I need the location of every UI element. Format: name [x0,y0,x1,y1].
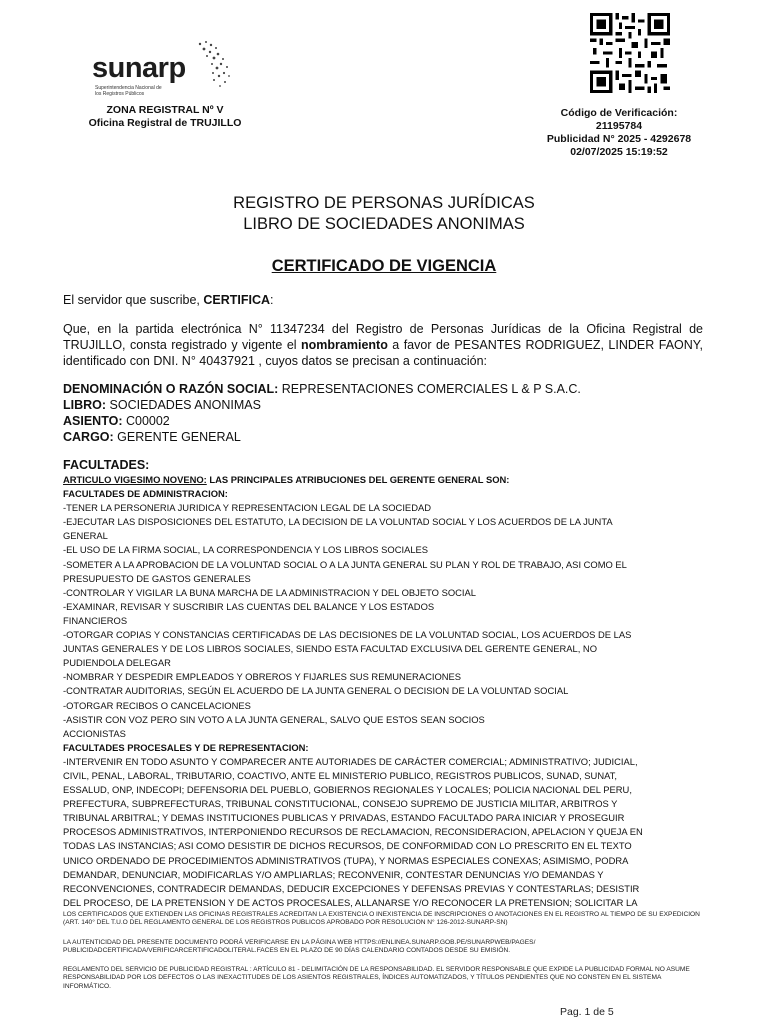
proc-line: -INTERVENIR EN TODO ASUNTO Y COMPARECER ANTE AUTORIADES DE CARÁCTER COMERCIAL; ADMINISTRATIVO; JUDICIAL, [63,755,638,767]
cargo-value: GERENTE GENERAL [113,430,241,444]
issue-datetime: 02/07/2025 15:19:52 [570,146,668,158]
admin-line: -SOMETER A LA APROBACION DE LA VOLUNTAD SOCIAL O A LA JUNTA GENERAL SU PLAN Y ROL DE TRABAJO, ASI COMO EL [63,558,627,570]
articulo-rest: LAS PRINCIPALES ATRIBUCIONES DEL GERENTE GENERAL SON: [206,474,510,485]
zona-registral-block [60,104,270,130]
admin-line: -CONTROLAR Y VIGILAR LA BUNA MARCHA DE LA ADMINISTRACION Y DEL OBJETO SOCIAL [63,586,476,598]
admin-line: PUDIENDOLA DELEGAR [63,657,171,669]
certifica-paragraph [63,292,703,308]
que-text-1: Que, en la partida electrónica N° 11347234 del Registro de Personas Jurídicas de la Oficina Registral de TRUJILLO, consta registrado y vigente el [63,322,703,352]
logo-wordmark: sunarp [92,52,186,84]
proc-line: CIVIL, PENAL, LABORAL, TRIBUTARIO, COACTIVO, ANTE EL MINISTERIO PUBLICO, REGISTROS PUBLICOS, SUNAD, SUNAT, [63,769,617,781]
certifica-suffix: : [270,293,274,307]
admin-line: PRESUPUESTO DE GASTOS GENERALES [63,572,251,584]
legal-note-1: LOS CERTIFICADOS QUE EXTIENDEN LAS OFICINAS REGISTRALES ACREDITAN LA EXISTENCIA O INEXISTENCIA DE INSCRIPCIONES O ANOTACIONES EN EL REGISTRO AL TIEMPO DE SU EXPEDICION (ART. 140° DEL T.U.O DEL REGLAMENTO GENERAL DE LOS REGISTROS PUBLICOS APROBADO POR RESOLUCION N° 126-2012-SUNARP-SN) [63,911,700,927]
articulo-heading: ARTICULO VIGESIMO NOVENO: [63,474,207,485]
admin-line: ACCIONISTAS [63,727,126,739]
proc-line: PREFECTURA, SUBPREFECTURAS, TRIBUNAL CONSTITUCIONAL, CONSEJO SUPREMO DE JUSTICIA MILITAR, ARBITROS Y [63,798,618,810]
que-nombramiento: nombramiento [301,338,388,352]
oficina-label: Oficina Registral de TRUJILLO [88,117,242,129]
legal-note-2: LA AUTENTICIDAD DEL PRESENTE DOCUMENTO PODRÁ VERIFICARSE EN LA PÁGINA WEB HTTPS://ENLINEA.SUNARP.GOB.PE/SUNARPWEB/PAGES/ PUBLICIDADCERTIFICADA/VERIFICARCERTIFICADOLITERAL.FACES EN EL PLAZO DE 90 DÍAS CALENDARIO CONTADOS DESDE SU EMISIÓN. [63,939,536,955]
verification-code: 21195784 [595,120,643,132]
denominacion-value: REPRESENTACIONES COMERCIALES L & P S.A.C. [278,382,581,396]
registry-title: REGISTRO DE PERSONAS JURÍDICAS [233,194,535,212]
asiento-label: ASIENTO: [63,414,123,428]
certifica-word: CERTIFICA [203,293,271,307]
admin-line: -EJECUTAR LAS DISPOSICIONES DEL ESTATUTO, LA DECISION DE LA VOLUNTAD SOCIAL Y LOS ACUERDOS DE LA JUNTA [63,516,613,528]
admin-line: -OTORGAR COPIAS Y CONSTANCIAS CERTIFICADAS DE LAS DECISIONES DE LA VOLUNTAD SOCIAL, LOS ACUERDOS DE LAS [63,629,632,641]
libro-row [63,397,703,413]
articulo-line [63,473,703,487]
cargo-label: CARGO: [63,430,114,444]
book-title: LIBRO DE SOCIEDADES ANONIMAS [243,215,525,233]
admin-line: -ASISTIR CON VOZ PERO SIN VOTO A LA JUNTA GENERAL, SALVO QUE ESTOS SEAN SOCIOS [63,713,485,725]
libro-value: SOCIEDADES ANONIMAS [106,398,261,412]
proc-line: RECONVENCIONES, CONTRADECIR DEMANDAS, DEDUCIR EXCEPCIONES Y DEFENSAS PREVIAS Y CONTESTARLAS; DESISTIR [63,882,640,894]
verification-label: Código de Verificación: [560,107,678,119]
admin-line: GENERAL [63,530,108,542]
logo-dots-icon [192,40,232,90]
proc-line: TRIBUNAL ARBITRAL; Y DEMAS INSTITUCIONES PUBLICAS Y PRIVADAS, ESTANDO FACULTADO PARA INICIAR Y PROSEGUIR [63,812,625,824]
que-paragraph [63,321,703,369]
que-text-2: a favor de PESANTES RODRIGUEZ, LINDER FAONY, identificado con DNI. N° 40437921 , cuyos datos se precisan a continuación: [63,338,703,368]
certificate-title: CERTIFICADO DE VIGENCIA [271,257,497,275]
libro-label: LIBRO: [63,398,107,412]
admin-line: -TENER LA PERSONERIA JURIDICA Y REPRESENTACION LEGAL DE LA SOCIEDAD [63,502,431,514]
sunarp-logo [92,40,242,102]
proc-line: ESSALUD, ONP, INDECOPI; DEFENSORIA DEL PUEBLO, GOBIERNOS REGIONALES Y LOCALES; POLICIA NACIONAL DEL PERU, [63,784,632,796]
denominacion-label: DENOMINACIÓN O RAZÓN SOCIAL: [63,382,279,396]
denominacion-row [63,381,703,397]
logo-subtitle: Superintendencia Nacional de los Registros Públicos [95,85,162,97]
legal-note-3: REGLAMENTO DEL SERVICIO DE PUBLICIDAD REGISTRAL : ARTÍCULO 81 - DELIMITACIÓN DE LA RESPONSABILIDAD. EL SERVIDOR RESPONSABLE QUE EXPIDE LA PUBLICIDAD FORMAL NO ASUME RESPONSABILIDAD POR LOS DEFECTOS O LAS INEXACTITUDES DE LOS ASIENTOS REGISTRALES, ÍNDICES AUTOMATIZADOS, Y TÍTULOS PENDIENTES QUE NO CONSTEN EN EL SISTEMA INFORMÁTICO. [63,966,690,990]
asiento-value: C00002 [122,414,170,428]
admin-line: -NOMBRAR Y DESPEDIR EMPLEADOS Y OBREROS Y FIJARLES SUS REMUNERACIONES [63,671,462,683]
publicidad-number: Publicidad N° 2025 - 4292678 [546,133,692,145]
verification-block [535,107,703,159]
proc-title: FACULTADES PROCESALES Y DE REPRESENTACION: [63,741,309,753]
qr-code-icon [590,11,670,95]
registry-title-block [0,193,768,235]
zona-label: ZONA REGISTRAL Nº V [106,104,224,116]
company-data-block [63,381,703,445]
proc-line: DEMANDAR, DENUNCIAR, MODIFICARLAS Y/O AMPLIARLAS; RECONVENIR, CONTESTAR DENUNCIAS Y/O DEMANDAS Y [63,868,604,880]
facultades-list [63,473,703,910]
admin-line: -OTORGAR RECIBOS O CANCELACIONES [63,699,251,711]
cargo-row [63,429,703,445]
admin-title: FACULTADES DE ADMINISTRACION: [63,488,228,500]
admin-line: JUNTAS GENERALES Y DE LOS LIBROS SOCIALES, SIENDO ESTA FACULTAD EXCLUSIVA DEL GERENTE GENERAL, NO [63,643,597,655]
proc-line: DEL PROCESO, DE LA PRETENSION Y DE ACTOS PROCESALES, ALLANARSE Y/O RECONOCER LA PRETENSION; SOLICITAR LA [63,896,638,908]
admin-line: -CONTRATAR AUDITORIAS, SEGÚN EL ACUERDO DE LA JUNTA GENERAL O DECISION DE LA VOLUNTAD SOCIAL [63,685,569,697]
certifica-prefix: El servidor que suscribe, [63,293,204,307]
admin-line: FINANCIEROS [63,614,128,626]
proc-line: UNICO ORDENADO DE PROCEDIMIENTOS ADMINISTRATIVOS (TUPA), Y NORMAS ESPECIALES CONEXAS; ASIMISMO, PODRA [63,854,629,866]
proc-line: PROCESOS ADMINISTRATIVOS, INTERPONIENDO RECURSOS DE RECLAMACION, RECONSIDERACION, APELACION Y QUEJA EN [63,826,643,838]
facultades-title: FACULTADES: [63,458,150,472]
admin-line: -EL USO DE LA FIRMA SOCIAL, LA CORRESPONDENCIA Y LOS LIBROS SOCIALES [63,544,429,556]
proc-line: TODAS LAS INSTANCIAS; ASI COMO DESISTIR DE DICHOS RECURSOS, DE CONFORMIDAD CON LO PRESCRITO EN EL TEXTO [63,840,632,852]
page-number: Pag. 1 de 5 [560,1006,614,1018]
admin-line: -EXAMINAR, REVISAR Y SUSCRIBIR LAS CUENTAS DEL BALANCE Y LOS ESTADOS [63,600,435,612]
asiento-row [63,413,703,429]
